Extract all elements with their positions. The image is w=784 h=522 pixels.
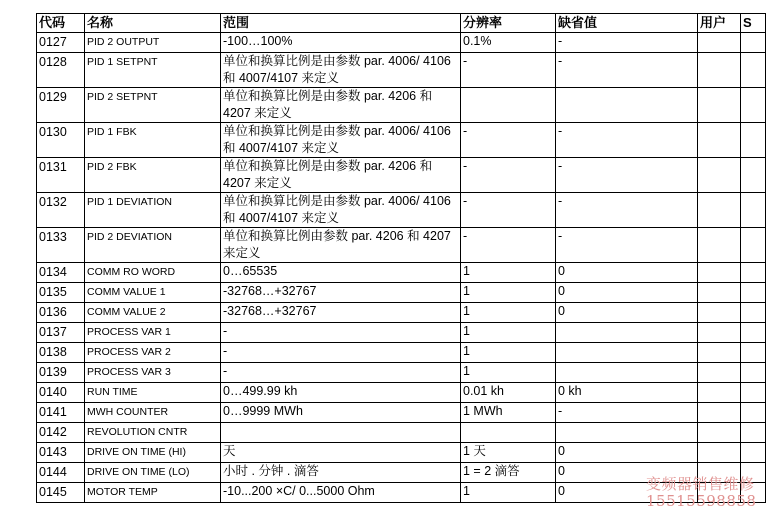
cell-resolution: 1 = 2 滴答	[461, 463, 556, 483]
cell-range: -32768…+32767	[221, 303, 461, 323]
cell-s	[741, 283, 766, 303]
cell-s	[741, 53, 766, 88]
header-default: 缺省值	[556, 14, 698, 33]
cell-default: 0	[556, 263, 698, 283]
cell-resolution: 1	[461, 343, 556, 363]
table-row	[37, 363, 766, 383]
cell-default: -	[556, 123, 698, 158]
cell-code: 0144	[37, 463, 85, 483]
cell-code: 0138	[37, 343, 85, 363]
table-row	[37, 403, 766, 423]
cell-s	[741, 158, 766, 193]
parameter-table	[36, 13, 766, 503]
cell-code: 0130	[37, 123, 85, 158]
cell-name: PROCESS VAR 1	[85, 323, 221, 343]
table-row	[37, 423, 766, 443]
cell-code: 0131	[37, 158, 85, 193]
cell-default: -	[556, 158, 698, 193]
cell-default	[556, 88, 698, 123]
cell-code: 0129	[37, 88, 85, 123]
cell-name: DRIVE ON TIME (LO)	[85, 463, 221, 483]
cell-code: 0135	[37, 283, 85, 303]
cell-range: -32768…+32767	[221, 283, 461, 303]
cell-resolution	[461, 423, 556, 443]
cell-name: PID 1 FBK	[85, 123, 221, 158]
cell-user	[698, 383, 741, 403]
cell-code: 0132	[37, 193, 85, 228]
cell-s	[741, 88, 766, 123]
cell-default	[556, 323, 698, 343]
header-s: S	[741, 14, 766, 33]
cell-default	[556, 423, 698, 443]
cell-s	[741, 443, 766, 463]
cell-name: PROCESS VAR 2	[85, 343, 221, 363]
cell-code: 0141	[37, 403, 85, 423]
cell-resolution: 1	[461, 363, 556, 383]
cell-name: COMM VALUE 2	[85, 303, 221, 323]
cell-range: 单位和换算比例是由参数 par. 4206 和 4207 来定义	[221, 88, 461, 123]
cell-range: 天	[221, 443, 461, 463]
cell-user	[698, 158, 741, 193]
header-user: 用户	[698, 14, 741, 33]
watermark	[646, 476, 756, 510]
cell-user	[698, 123, 741, 158]
cell-code: 0127	[37, 33, 85, 53]
cell-s	[741, 303, 766, 323]
cell-user	[698, 33, 741, 53]
cell-resolution: 1 MWh	[461, 403, 556, 423]
cell-code: 0142	[37, 423, 85, 443]
cell-default	[556, 343, 698, 363]
cell-code: 0140	[37, 383, 85, 403]
table-row	[37, 383, 766, 403]
cell-name: PROCESS VAR 3	[85, 363, 221, 383]
cell-s	[741, 423, 766, 443]
cell-default	[556, 363, 698, 383]
cell-user	[698, 443, 741, 463]
cell-user	[698, 303, 741, 323]
cell-name: PID 1 DEVIATION	[85, 193, 221, 228]
cell-name: RUN TIME	[85, 383, 221, 403]
table-row	[37, 88, 766, 123]
cell-default: 0	[556, 443, 698, 463]
cell-name: MOTOR TEMP	[85, 483, 221, 503]
cell-name: COMM RO WORD	[85, 263, 221, 283]
cell-resolution: -	[461, 53, 556, 88]
watermark-line-1: 变频器销售维修	[646, 475, 755, 493]
cell-resolution: 1	[461, 283, 556, 303]
cell-range: 小时 . 分钟 . 滴答	[221, 463, 461, 483]
table-row	[37, 53, 766, 88]
cell-user	[698, 423, 741, 443]
table-row	[37, 323, 766, 343]
cell-default: 0	[556, 303, 698, 323]
cell-default: 0	[556, 283, 698, 303]
cell-default: 0 kh	[556, 383, 698, 403]
cell-s	[741, 193, 766, 228]
cell-range: -100…100%	[221, 33, 461, 53]
cell-resolution: -	[461, 193, 556, 228]
cell-name: PID 2 FBK	[85, 158, 221, 193]
cell-code: 0143	[37, 443, 85, 463]
cell-name: DRIVE ON TIME (HI)	[85, 443, 221, 463]
cell-s	[741, 228, 766, 263]
cell-range: 0…9999 MWh	[221, 403, 461, 423]
cell-code: 0136	[37, 303, 85, 323]
cell-default: -	[556, 403, 698, 423]
cell-user	[698, 343, 741, 363]
cell-s	[741, 383, 766, 403]
cell-s	[741, 403, 766, 423]
cell-code: 0128	[37, 53, 85, 88]
cell-range: 0…499.99 kh	[221, 383, 461, 403]
table-row	[37, 123, 766, 158]
cell-resolution	[461, 88, 556, 123]
cell-range: -	[221, 363, 461, 383]
cell-resolution: 1	[461, 483, 556, 503]
cell-user	[698, 228, 741, 263]
table-row	[37, 303, 766, 323]
cell-resolution: -	[461, 158, 556, 193]
cell-default: 0	[556, 483, 698, 503]
cell-range	[221, 423, 461, 443]
cell-name: PID 2 DEVIATION	[85, 228, 221, 263]
cell-user	[698, 88, 741, 123]
cell-resolution: 1	[461, 303, 556, 323]
cell-name: PID 2 OUTPUT	[85, 33, 221, 53]
cell-range: 单位和换算比例是由参数 par. 4006/ 4106 和 4007/4107 来定义	[221, 193, 461, 228]
cell-range: 单位和换算比例是由参数 par. 4006/ 4106 和 4007/4107 来定义	[221, 53, 461, 88]
cell-s	[741, 33, 766, 53]
table-row	[37, 193, 766, 228]
cell-user	[698, 53, 741, 88]
cell-user	[698, 323, 741, 343]
cell-range: -	[221, 343, 461, 363]
cell-code: 0139	[37, 363, 85, 383]
cell-resolution: 1	[461, 263, 556, 283]
cell-range: 单位和换算比例是由参数 par. 4006/ 4106 和 4007/4107 来定义	[221, 123, 461, 158]
cell-default: 0	[556, 463, 698, 483]
cell-s	[741, 343, 766, 363]
header-range: 范围	[221, 14, 461, 33]
cell-code: 0134	[37, 263, 85, 283]
header-code: 代码	[37, 14, 85, 33]
cell-resolution: 0.1%	[461, 33, 556, 53]
table-row	[37, 283, 766, 303]
cell-name: REVOLUTION CNTR	[85, 423, 221, 443]
cell-default: -	[556, 33, 698, 53]
cell-range: 单位和换算比例由参数 par. 4206 和 4207 来定义	[221, 228, 461, 263]
cell-code: 0137	[37, 323, 85, 343]
header-resolution: 分辨率	[461, 14, 556, 33]
table-row	[37, 33, 766, 53]
cell-resolution: 1	[461, 323, 556, 343]
cell-code: 0145	[37, 483, 85, 503]
cell-range: -10...200 ×C/ 0...5000 Ohm	[221, 483, 461, 503]
cell-name: PID 2 SETPNT	[85, 88, 221, 123]
cell-range: 单位和换算比例是由参数 par. 4206 和 4207 来定义	[221, 158, 461, 193]
table-row	[37, 228, 766, 263]
cell-name: MWH COUNTER	[85, 403, 221, 423]
cell-range: -	[221, 323, 461, 343]
cell-range: 0…65535	[221, 263, 461, 283]
cell-user	[698, 403, 741, 423]
cell-s	[741, 123, 766, 158]
cell-resolution: 0.01 kh	[461, 383, 556, 403]
watermark-line-2: 15515598858	[646, 492, 757, 510]
cell-s	[741, 263, 766, 283]
cell-user	[698, 363, 741, 383]
table-row	[37, 443, 766, 463]
cell-name: COMM VALUE 1	[85, 283, 221, 303]
cell-default: -	[556, 228, 698, 263]
cell-default: -	[556, 193, 698, 228]
cell-s	[741, 323, 766, 343]
cell-resolution: -	[461, 228, 556, 263]
table-row	[37, 263, 766, 283]
cell-resolution: 1 天	[461, 443, 556, 463]
cell-name: PID 1 SETPNT	[85, 53, 221, 88]
cell-s	[741, 363, 766, 383]
table-row	[37, 343, 766, 363]
cell-user	[698, 263, 741, 283]
table-row	[37, 158, 766, 193]
cell-default: -	[556, 53, 698, 88]
cell-code: 0133	[37, 228, 85, 263]
cell-user	[698, 283, 741, 303]
cell-user	[698, 193, 741, 228]
header-row	[37, 14, 766, 33]
cell-resolution: -	[461, 123, 556, 158]
header-name: 名称	[85, 14, 221, 33]
